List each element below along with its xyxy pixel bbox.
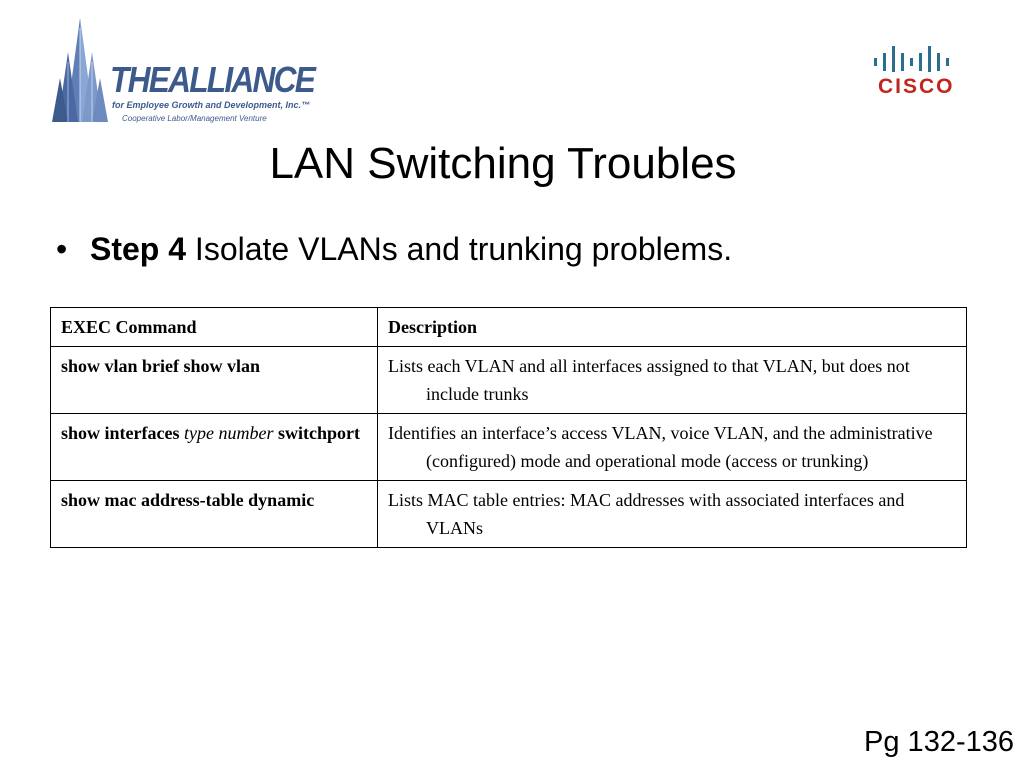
description-text: Identifies an interface’s access VLAN, voice VLAN, and the administrative (configured) mode and operational mode (access or trunking) — [388, 423, 933, 471]
alliance-brand-text: THEALLIANCE — [110, 59, 315, 100]
description-text: Lists each VLAN and all interfaces assigned to that VLAN, but does not include trunks — [388, 356, 910, 404]
table-row — [51, 414, 967, 481]
command-text: show mac address-table dynamic — [61, 490, 315, 510]
description-cell — [378, 414, 967, 481]
table-row — [51, 481, 967, 548]
slide-title: LAN Switching Troubles — [269, 139, 737, 188]
command-text: show interfaces — [61, 423, 184, 443]
table-header-row — [51, 308, 967, 347]
cisco-bars-icon — [870, 44, 960, 74]
page-reference: Pg 132-136 — [864, 726, 1014, 758]
description-cell — [378, 481, 967, 548]
exec-command-table — [50, 307, 967, 548]
command-cell — [51, 347, 378, 414]
cisco-logo — [870, 44, 960, 104]
command-args: type number — [183, 423, 274, 443]
alliance-subtag: Cooperative Labor/Management Venture — [122, 114, 267, 123]
bullet-marker: • — [56, 231, 68, 267]
table-row — [51, 347, 967, 414]
skyscraper-logo-icon — [50, 18, 110, 126]
cisco-wordmark: CISCO — [878, 75, 955, 98]
step-text: Isolate VLANs and trunking problems. — [186, 231, 733, 267]
alliance-logo — [50, 18, 315, 126]
command-text: show vlan brief show vlan — [61, 356, 261, 376]
header-description: Description — [378, 308, 967, 347]
command-suffix: switchport — [273, 423, 360, 443]
command-cell — [51, 414, 378, 481]
description-cell — [378, 347, 967, 414]
step-label: Step 4 — [90, 231, 187, 267]
bullet-step — [56, 229, 732, 269]
header-exec-command: EXEC Command — [51, 308, 378, 347]
alliance-tagline: for Employee Growth and Development, Inc.™ — [112, 100, 311, 110]
command-cell — [51, 481, 378, 548]
description-text: Lists MAC table entries: MAC addresses with associated interfaces and VLANs — [388, 490, 905, 538]
